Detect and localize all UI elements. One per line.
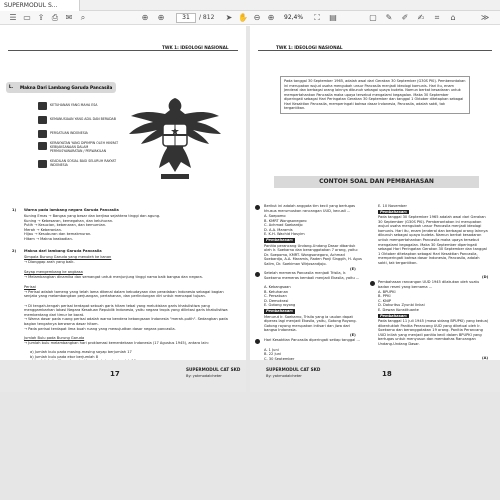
save-icon[interactable]: ▭: [23, 13, 31, 22]
q4-option-b: B. PPKI: [378, 294, 391, 299]
p2-sub2-line: → Melambangkan dinamika dan semangat untuk menjunjung tinggi nama baik bangsa dan negara.: [24, 274, 203, 279]
q3-option-a: A. 1 Juni: [264, 347, 279, 352]
q2-option-c: C. Persatuan: [264, 294, 287, 299]
q2-option-b: B. Ketuhanan: [264, 289, 289, 294]
p2-sub3-line-4: → Pada perisai terdapat lima buah ruang yang mewujudkan dasar negara pancasila.: [24, 326, 176, 331]
p2-sub1-line: → Dianggap arah yang baik.: [24, 259, 75, 264]
fit-page-icon[interactable]: ⛶: [314, 13, 320, 22]
cursor-icon[interactable]: ➤: [225, 13, 233, 22]
question-1: Berikut ini adalah anggota tim kecil yang bertugas khusus merumuskan rancangan UUD, kecuali ...: [264, 204, 356, 213]
p2-title: Makna dari lambang Garuda Pancasila: [24, 249, 102, 253]
q2-answer: (E): [350, 333, 356, 337]
brand-sub: By: yakmodalcheter: [186, 374, 222, 378]
sila-1: KETUHANAN YANG MAHA ESA: [50, 103, 98, 107]
chain-icon: [38, 116, 47, 124]
p1-line-1: Kuning Emas → Bangsa yang besar dan berjiwa sejahtera tinggi dan agung.: [24, 214, 161, 218]
q4-answer: (A): [482, 356, 489, 360]
section-number: L.: [9, 84, 14, 89]
star-icon: [38, 102, 47, 110]
header-rule: [258, 50, 492, 51]
q3-answer: (D): [482, 274, 489, 279]
q4-option-a: A. BPUPKI: [378, 289, 396, 294]
brand-name: SUPERMODUL CAT SKD: [186, 367, 241, 372]
q3-option-c: C. 30 September: [264, 356, 295, 361]
right-page: [250, 26, 500, 386]
p2-sub4-line: → Jumlah bulu melambangkan hari proklamasi kemerdekaan Indonesia (17 Agustus 1945), antara lain:: [24, 340, 209, 345]
sign-icon[interactable]: ✍: [417, 13, 425, 22]
p2-sub3-line-3: → Warna dasar pada ruang perisai adalah warna bendera kebangsaan Indonesia "merah-putih". Sedangkan pada bagian tengahnya berwarna dasar hitam.: [24, 317, 228, 326]
q2-explanation-label: Pembahasan:: [266, 309, 294, 313]
header-rule: [8, 50, 238, 51]
p1-line-2: Kuning → Kebesaran, kemegahan, dan keluhuran.: [24, 218, 114, 223]
left-page-footer: [0, 360, 246, 392]
q1-option-b: B. KMRT Wongsonegoro: [264, 218, 307, 223]
print-icon[interactable]: ⎙: [51, 13, 59, 22]
section-title: Makna Dari Lambang Garuda Pancasila: [20, 84, 113, 90]
q4-option-c: C. KNIP: [378, 298, 392, 303]
pdf-toolbar: [0, 11, 500, 25]
p2-number: 2): [12, 249, 17, 253]
sila-3: PERSATUAN INDONESIA: [50, 131, 88, 135]
brand-sub: By: yakmodalcheter: [266, 374, 302, 378]
q3-explanation: Pada tanggal 30 September 1965 adalah awal dari Gerakan 30 September (G30S PKI). Pemberontakan ini merupakan wujud usaha mengubah unsur Pancasila menjadi ideologi komunis. Hari itu, enam Jenderal dan berbagai orang lainnya dibunuh sebagai upaya kudeta. Namun berkat kesadaran untuk mempertahankan Pancasila maka upaya tersebut mengalami kegagalan. Maka 30 September diperingati sebagai Hari Peringatan Gerakan 30 September dan tanggal 1 Oktober ditetapkan sebagai Hari Kesaktian Pancasila, memperingati bahwa dasar Indonesia, Pancasila, adalah sakti, tak tergantikan.: [378, 215, 488, 265]
p1-line-6: Hitam → Makna keabadian.: [24, 237, 73, 241]
q1-option-e: E. K.H. Wachid Hasyim: [264, 232, 305, 237]
question-2: Setelah memeras Pancasila menjadi Trisila, Ir. Soekarno memeras kembali menjadi Ekasila, yaitu ...: [264, 271, 360, 280]
page-total: / 812: [199, 14, 215, 21]
zoom-out-icon[interactable]: ⊖: [253, 13, 261, 22]
question-3: Hari Kesaktian Pancasila diperingati setiap tanggal ...: [264, 338, 360, 342]
q2-explanation: Menurut Ir. Soekarno, Trisila yang ia usulan dapat diperas lagi menjadi Ekasila, yaitu, Gotong Royong. Gotong royong merupakan intisari dan jiwa dari bangsa Indonesia.: [264, 314, 357, 333]
bull-head-icon: [38, 142, 47, 150]
sila-2: KEMANUSIAAN YANG ADIL DAN BERADAB: [50, 117, 116, 121]
section-banner: [6, 82, 116, 93]
stamp-icon[interactable]: ⌂: [450, 13, 456, 22]
zoom-level[interactable]: 92,4%: [284, 14, 304, 21]
q1-explanation: Panitia perancang Undang-Undang Dasar dibantuk oleh Ir. Soekarno dan beranggotakan 7 orang, yaitu: Dr. Soepomo, KMRT. Wongsonegoro, Achmad Soebardjo, A.A. Maramis, Raden Panji Singgih, H. Agus Salim, Dr. Soekiman Wirjosandjojo.: [264, 243, 362, 266]
q1-option-a: A. Soepomo: [264, 214, 286, 218]
share-icon[interactable]: ⇪: [37, 13, 45, 22]
search-icon[interactable]: ⌕: [80, 13, 86, 22]
brand-name: SUPERMODUL CAT SKD: [266, 367, 321, 372]
p2-sub3-line-2: → Di tengah-tengah perisai terdapat sebuah garis hitam tebal yang melukiskan garis khatulistiwa yang menggambarkan lokasi Negara Kesatuan Republik Indonesia, yaitu negara tropis yang dilintasi garis khatulistiwa membentang dari timur ke barat.: [24, 303, 228, 317]
rice-cotton-icon: [38, 160, 47, 168]
sila-5: KEADILAN SOSIAL BAGI SELURUH RAKYAT INDONESIA: [50, 159, 117, 167]
hand-icon[interactable]: ✋: [238, 13, 248, 22]
page-layout-icon[interactable]: ▤: [329, 13, 337, 22]
highlight-icon[interactable]: ✐: [401, 13, 409, 22]
footer-brand: [186, 367, 240, 379]
question-bullet-4: [370, 281, 375, 286]
question-4: Pembahasan rancangan UUD 1945 dilakukan oleh suatu badan resmi yang bernama ...: [378, 280, 480, 289]
page-number-input[interactable]: 31: [176, 13, 196, 23]
document-tab[interactable]: SUPERMODUL S...: [0, 0, 80, 11]
tab-bar: [0, 0, 500, 11]
q1-explanation-label: Pembahasan:: [266, 238, 294, 242]
q1-option-c: C. Achmad Soebardjo: [264, 223, 303, 228]
p1-line-3: Putih → Kesucian, kebenaran, dan kemurnian.: [24, 223, 107, 228]
more-tools-icon[interactable]: ≫: [480, 13, 490, 22]
garuda-pancasila-emblem: [125, 88, 225, 188]
p1-line-5: Hijau → Kesuburan dan kemakmuran.: [24, 232, 92, 237]
feather-line-b: b) Jumlah bulu pada ekor berjumlah 8: [30, 354, 99, 359]
question-bullet-1: [255, 205, 260, 210]
q3-option-e: E. 10 November: [378, 204, 407, 208]
left-page: [0, 26, 246, 386]
question-bullet-3: [255, 339, 260, 344]
q1-option-d: D. A.A. Maramis: [264, 227, 293, 232]
sila-4: KERAKYATAN YANG DIPIMPIN OLEH HIKMAT KEBIJAKSANAAN DALAM PERMUSYAWARATAN / PERWAKILAN: [50, 141, 119, 153]
section-banner: [274, 176, 479, 188]
q4-option-e: E. Dewan Konstituante: [378, 307, 419, 312]
g30s-info-box: Pada tanggal 30 September 1965, adalah awal dari Gerakan 30 September (G30S PKI). Pemberontakan ini merupakan wujud usaha mengubah unsur Pancasila menjadi ideologi komunis. Hari itu, enam Jenderal dan berbagai orang lainnya dibunuh sebagai upaya kudeta. Namun berkat kesadaran untuk mempertahankan Pancasila maka upaya tersebut mengalami kegagalan. Maka 30 September diperingati sebagai Hari Peringatan Gerakan 30 September dan tanggal 1 Oktober ditetapkan sebagai Hari Kesaktian Pancasila, memperingati bahwa dasar Indonesia, Pancasila, adalah sakti, tak tergantikan.: [280, 76, 470, 114]
banyan-tree-icon: [38, 130, 47, 138]
fill-sign-icon[interactable]: ⌗: [434, 13, 440, 22]
menu-icon[interactable]: ☰: [9, 13, 17, 22]
question-bullet-2: [255, 272, 260, 277]
banner-title: CONTOH SOAL DAN PEMBAHASAN: [319, 178, 434, 185]
p2-sub2: Sayap mengembang ke angkasa: [24, 270, 83, 274]
p2-sub3-line-1: → Perisai adalah tameng yang telah lama dikenal dalam kebudayaan dan peradaban Indonesia sebagai bagian senjata yang melambangkan perjuangan, pertahanan, dan perlindungan diri untuk mencapai tujuan.: [24, 289, 224, 299]
q4-explanation: Pada tanggal 11 juli 1945 (masa sidang BPUPKI) yang kedua) dibentuklah Panitia Perancang UUD yang diketuai oleh Ir. Soekarno dan beranggotakan 19 orang. Panitia Perancang UUD inilah yang menjadi panitia kecil dalam BPUPKI yang bertugas untuk menyusun dan membahas Rancangan Undang-Undang Dasar.: [378, 319, 489, 346]
p2-sub4: Jumlah Bulu pada Burung Garuda: [24, 336, 85, 340]
p1-number: 1): [12, 208, 17, 212]
right-page-footer: [250, 360, 500, 392]
q3-option-b: B. 22 Juni: [264, 352, 282, 356]
mail-icon[interactable]: ✉: [65, 13, 73, 22]
p1-title: Warna pada lambang negara Garuda Pancasila: [24, 208, 119, 212]
page-header: TWK 1: IDEOLOGI NASIONAL: [276, 45, 343, 50]
page-number: 17: [110, 370, 120, 378]
q2-option-e: E. Gotong royong: [264, 303, 296, 308]
document-viewer[interactable]: [0, 26, 500, 500]
q4-explanation-label: Pembahasan:: [380, 313, 408, 318]
q4-option-d: D. Dokuritsu Zyunbi Iinkai: [378, 303, 425, 308]
pen-icon[interactable]: ✎: [385, 13, 393, 22]
zoom-in-icon[interactable]: ⊕: [267, 13, 275, 22]
footer-brand: [266, 367, 320, 379]
page-header: TWK 1: IDEOLOGI NASIONAL: [162, 45, 229, 50]
q1-answer: (E): [350, 266, 356, 271]
comment-icon[interactable]: ▢: [369, 13, 377, 22]
page-up-icon[interactable]: ⊕: [141, 13, 149, 22]
p2-sub1: Simpala Burung Garuda yang menoleh ke kanan: [24, 255, 112, 259]
page-down-icon[interactable]: ⊕: [157, 13, 165, 22]
q2-option-a: A. Kebangsaan: [264, 285, 291, 289]
q2-option-d: D. Demokrasi: [264, 298, 289, 303]
page-number: 18: [382, 370, 392, 378]
p1-line-4: Merah → Keberanian.: [24, 227, 63, 232]
feather-line-a: a) Jumlah bulu pada masing-masing sayap berjumlah 17: [30, 350, 132, 354]
p2-sub3: Perisai: [24, 285, 36, 289]
q3-explanation-label: Pembahasan:: [380, 209, 408, 214]
